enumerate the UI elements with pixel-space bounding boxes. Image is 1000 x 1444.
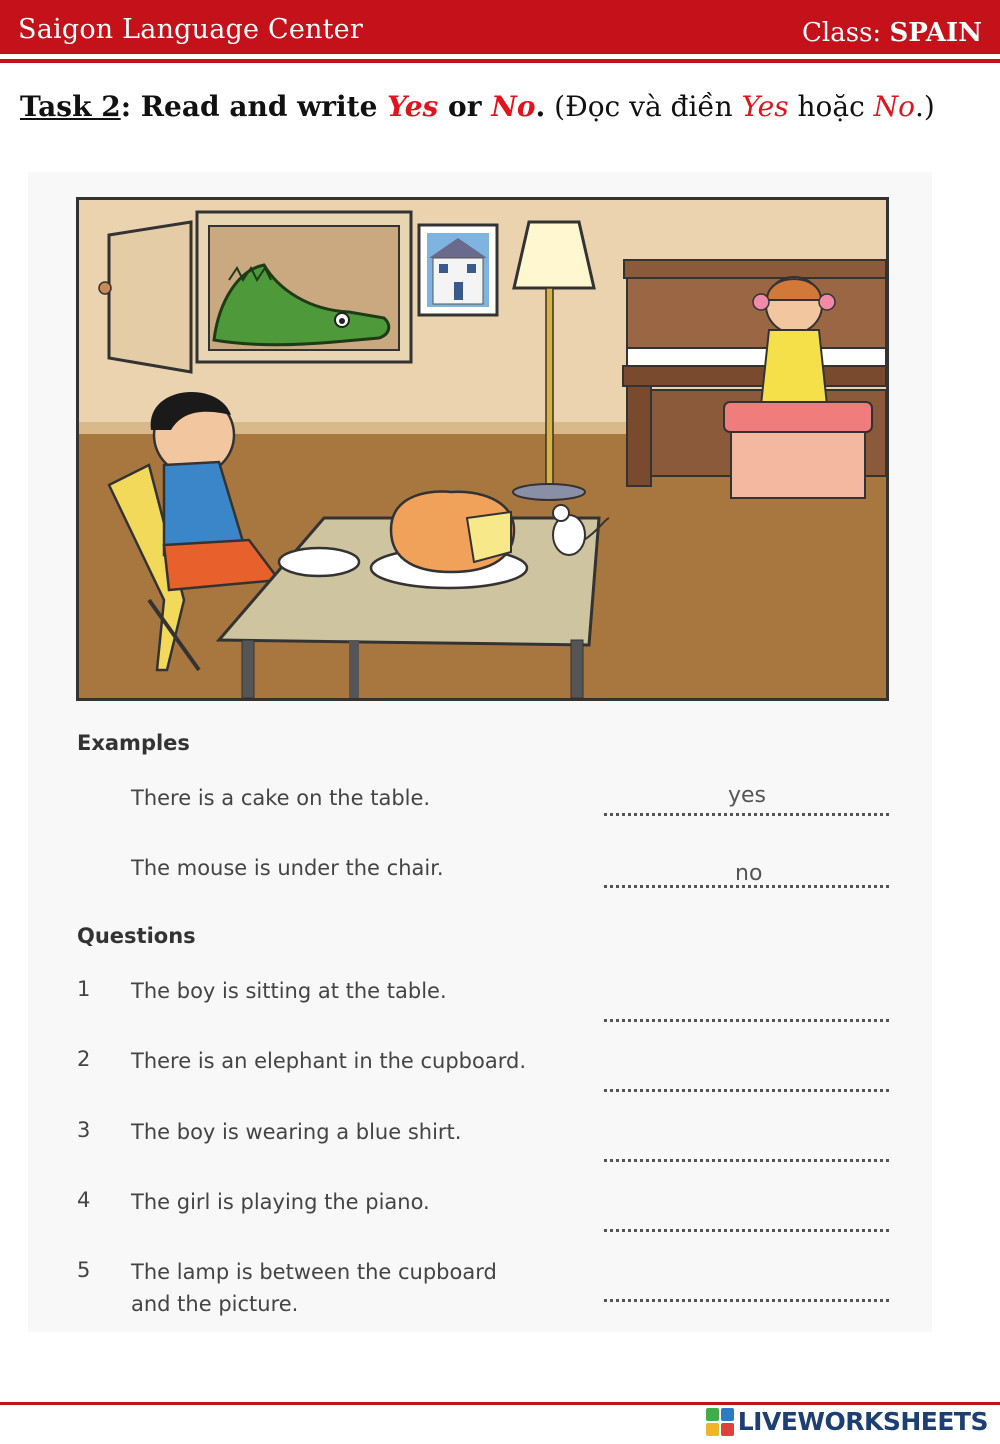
task-label: Task 2 <box>20 90 121 123</box>
class-name: SPAIN <box>889 18 982 48</box>
question-number-1: 1 <box>77 977 91 1001</box>
answer-input-5[interactable] <box>604 1298 889 1302</box>
task-period: . <box>535 90 546 123</box>
class-info <box>802 18 982 48</box>
questions-heading: Questions <box>77 924 196 948</box>
example-sentence-1: There is a cake on the table. <box>131 786 431 810</box>
room-scene-svg <box>79 200 886 698</box>
answer-input-2[interactable] <box>604 1088 889 1092</box>
question-sentence-4: The girl is playing the piano. <box>131 1190 430 1214</box>
answer-input-3[interactable] <box>604 1158 889 1162</box>
task-vi-or: hoặc <box>788 90 874 123</box>
task-vi-text: (Đọc và điền <box>545 90 742 123</box>
answer-input-1[interactable] <box>604 1018 889 1022</box>
liveworksheets-brand <box>706 1407 988 1436</box>
example-answer-line-1 <box>604 812 889 816</box>
task-instruction: : Read and write <box>120 90 388 123</box>
task-or: or <box>438 90 492 123</box>
task-no: No <box>491 90 536 123</box>
question-sentence-3: The boy is wearing a blue shirt. <box>131 1120 462 1144</box>
liveworksheets-wordmark: LIVEWORKSHEETS <box>737 1407 988 1436</box>
class-label: Class: <box>802 18 882 48</box>
task-vi-end: .) <box>915 90 935 123</box>
question-sentence-1: The boy is sitting at the table. <box>131 979 447 1003</box>
example-answer-2: no <box>735 861 763 886</box>
question-number-4: 4 <box>77 1188 91 1212</box>
question-number-2: 2 <box>77 1047 91 1071</box>
answer-input-4[interactable] <box>604 1228 889 1232</box>
question-number-5: 5 <box>77 1258 91 1282</box>
example-answer-line-2 <box>604 884 889 888</box>
liveworksheets-logo-icon <box>706 1408 734 1436</box>
task-yes: Yes <box>387 90 439 123</box>
example-answer-1: yes <box>728 783 767 808</box>
question-number-3: 3 <box>77 1118 91 1142</box>
task-vi-no: No <box>873 90 916 123</box>
room-illustration <box>76 197 889 701</box>
task-vi-yes: Yes <box>741 90 789 123</box>
cake-icon <box>391 491 514 572</box>
house-picture-icon <box>419 225 497 315</box>
question-sentence-2: There is an elephant in the cupboard. <box>131 1049 526 1073</box>
task-title <box>20 86 985 128</box>
header-divider <box>0 59 1000 63</box>
school-name: Saigon Language Center <box>18 14 363 45</box>
examples-heading: Examples <box>77 731 190 755</box>
question-sentence-5: The lamp is between the cupboard and the picture. <box>131 1260 497 1316</box>
example-sentence-2: The mouse is under the chair. <box>131 856 444 880</box>
footer-divider <box>0 1402 1000 1405</box>
header-bar <box>0 0 1000 54</box>
